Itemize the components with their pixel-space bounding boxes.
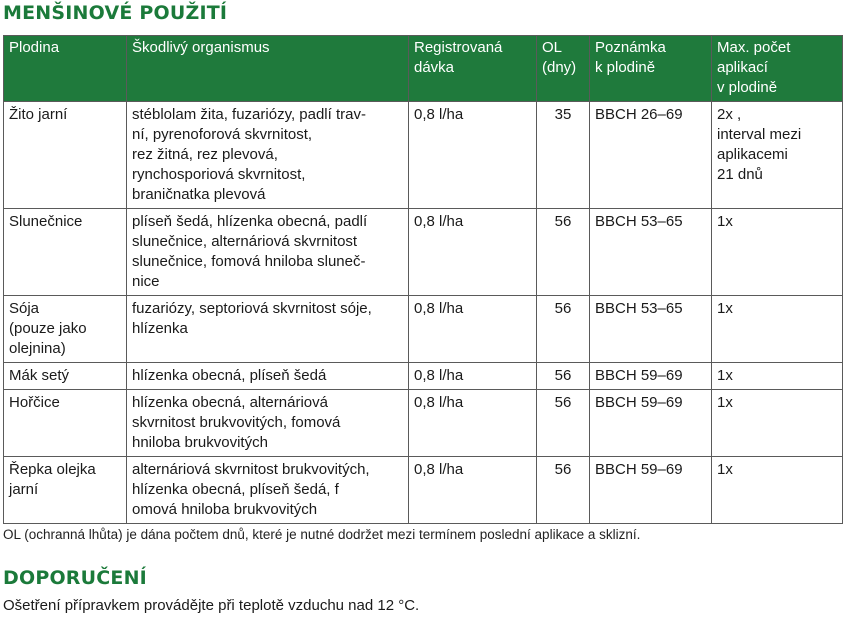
table-row (4, 296, 843, 363)
table-row (4, 457, 843, 524)
section-title-recommendation: DOPORUČENÍ (3, 567, 147, 589)
table-header-row (4, 36, 843, 102)
cell-ol: 35 (537, 102, 590, 209)
table-row (4, 390, 843, 457)
cell-crop: Hořčice (4, 390, 127, 457)
cell-ol: 56 (537, 209, 590, 296)
cell-dose: 0,8 l/ha (409, 296, 537, 363)
cell-crop: Žito jarní (4, 102, 127, 209)
cell-dose: 0,8 l/ha (409, 363, 537, 390)
header-organism: Škodlivý organismus (127, 36, 409, 102)
cell-dose: 0,8 l/ha (409, 209, 537, 296)
section-title-minor-use: MENŠINOVÉ POUŽITÍ (3, 2, 228, 24)
recommendation-text: Ošetření přípravkem provádějte při teplotě vzduchu nad 12 °C. (3, 597, 420, 614)
header-max-applications: Max. počet aplikací v plodině (712, 36, 843, 102)
usage-table (3, 35, 843, 524)
cell-note: BBCH 53–65 (590, 296, 712, 363)
cell-note: BBCH 53–65 (590, 209, 712, 296)
ol-footnote: OL (ochranná lhůta) je dána počtem dnů, které je nutné dodržet mezi termínem poslední aplikace a sklizní. (3, 527, 641, 542)
cell-crop: Mák setý (4, 363, 127, 390)
cell-dose: 0,8 l/ha (409, 390, 537, 457)
cell-max: 2x , interval mezi aplikacemi 21 dnů (712, 102, 843, 209)
cell-ol: 56 (537, 457, 590, 524)
cell-max: 1x (712, 209, 843, 296)
header-ol: OL (dny) (537, 36, 590, 102)
cell-note: BBCH 26–69 (590, 102, 712, 209)
cell-crop: Sója (pouze jako olejnina) (4, 296, 127, 363)
cell-dose: 0,8 l/ha (409, 457, 537, 524)
cell-note: BBCH 59–69 (590, 457, 712, 524)
cell-note: BBCH 59–69 (590, 363, 712, 390)
cell-organism: fuzariózy, septoriová skvrnitost sóje, hlízenka (127, 296, 409, 363)
cell-max: 1x (712, 390, 843, 457)
cell-dose: 0,8 l/ha (409, 102, 537, 209)
cell-organism: stéblolam žita, fuzariózy, padlí trav- ní, pyrenoforová skvrnitost, rez žitná, rez plevová, rynchosporiová skvrnitost, braničnatka plevová (127, 102, 409, 209)
table-row (4, 363, 843, 390)
cell-ol: 56 (537, 363, 590, 390)
cell-organism: hlízenka obecná, plíseň šedá (127, 363, 409, 390)
cell-note: BBCH 59–69 (590, 390, 712, 457)
header-crop: Plodina (4, 36, 127, 102)
cell-organism: alternáriová skvrnitost brukvovitých, hlízenka obecná, plíseň šedá, f omová hniloba brukvovitých (127, 457, 409, 524)
cell-crop: Řepka olejka jarní (4, 457, 127, 524)
cell-max: 1x (712, 296, 843, 363)
cell-max: 1x (712, 457, 843, 524)
table-row (4, 209, 843, 296)
cell-crop: Slunečnice (4, 209, 127, 296)
cell-organism: plíseň šedá, hlízenka obecná, padlí slunečnice, alternáriová skvrnitost slunečnice, fomová hniloba sluneč- nice (127, 209, 409, 296)
cell-max: 1x (712, 363, 843, 390)
table-row (4, 102, 843, 209)
header-dose: Registrovaná dávka (409, 36, 537, 102)
cell-ol: 56 (537, 296, 590, 363)
header-note: Poznámka k plodině (590, 36, 712, 102)
cell-ol: 56 (537, 390, 590, 457)
cell-organism: hlízenka obecná, alternáriová skvrnitost brukvovitých, fomová hniloba brukvovitých (127, 390, 409, 457)
